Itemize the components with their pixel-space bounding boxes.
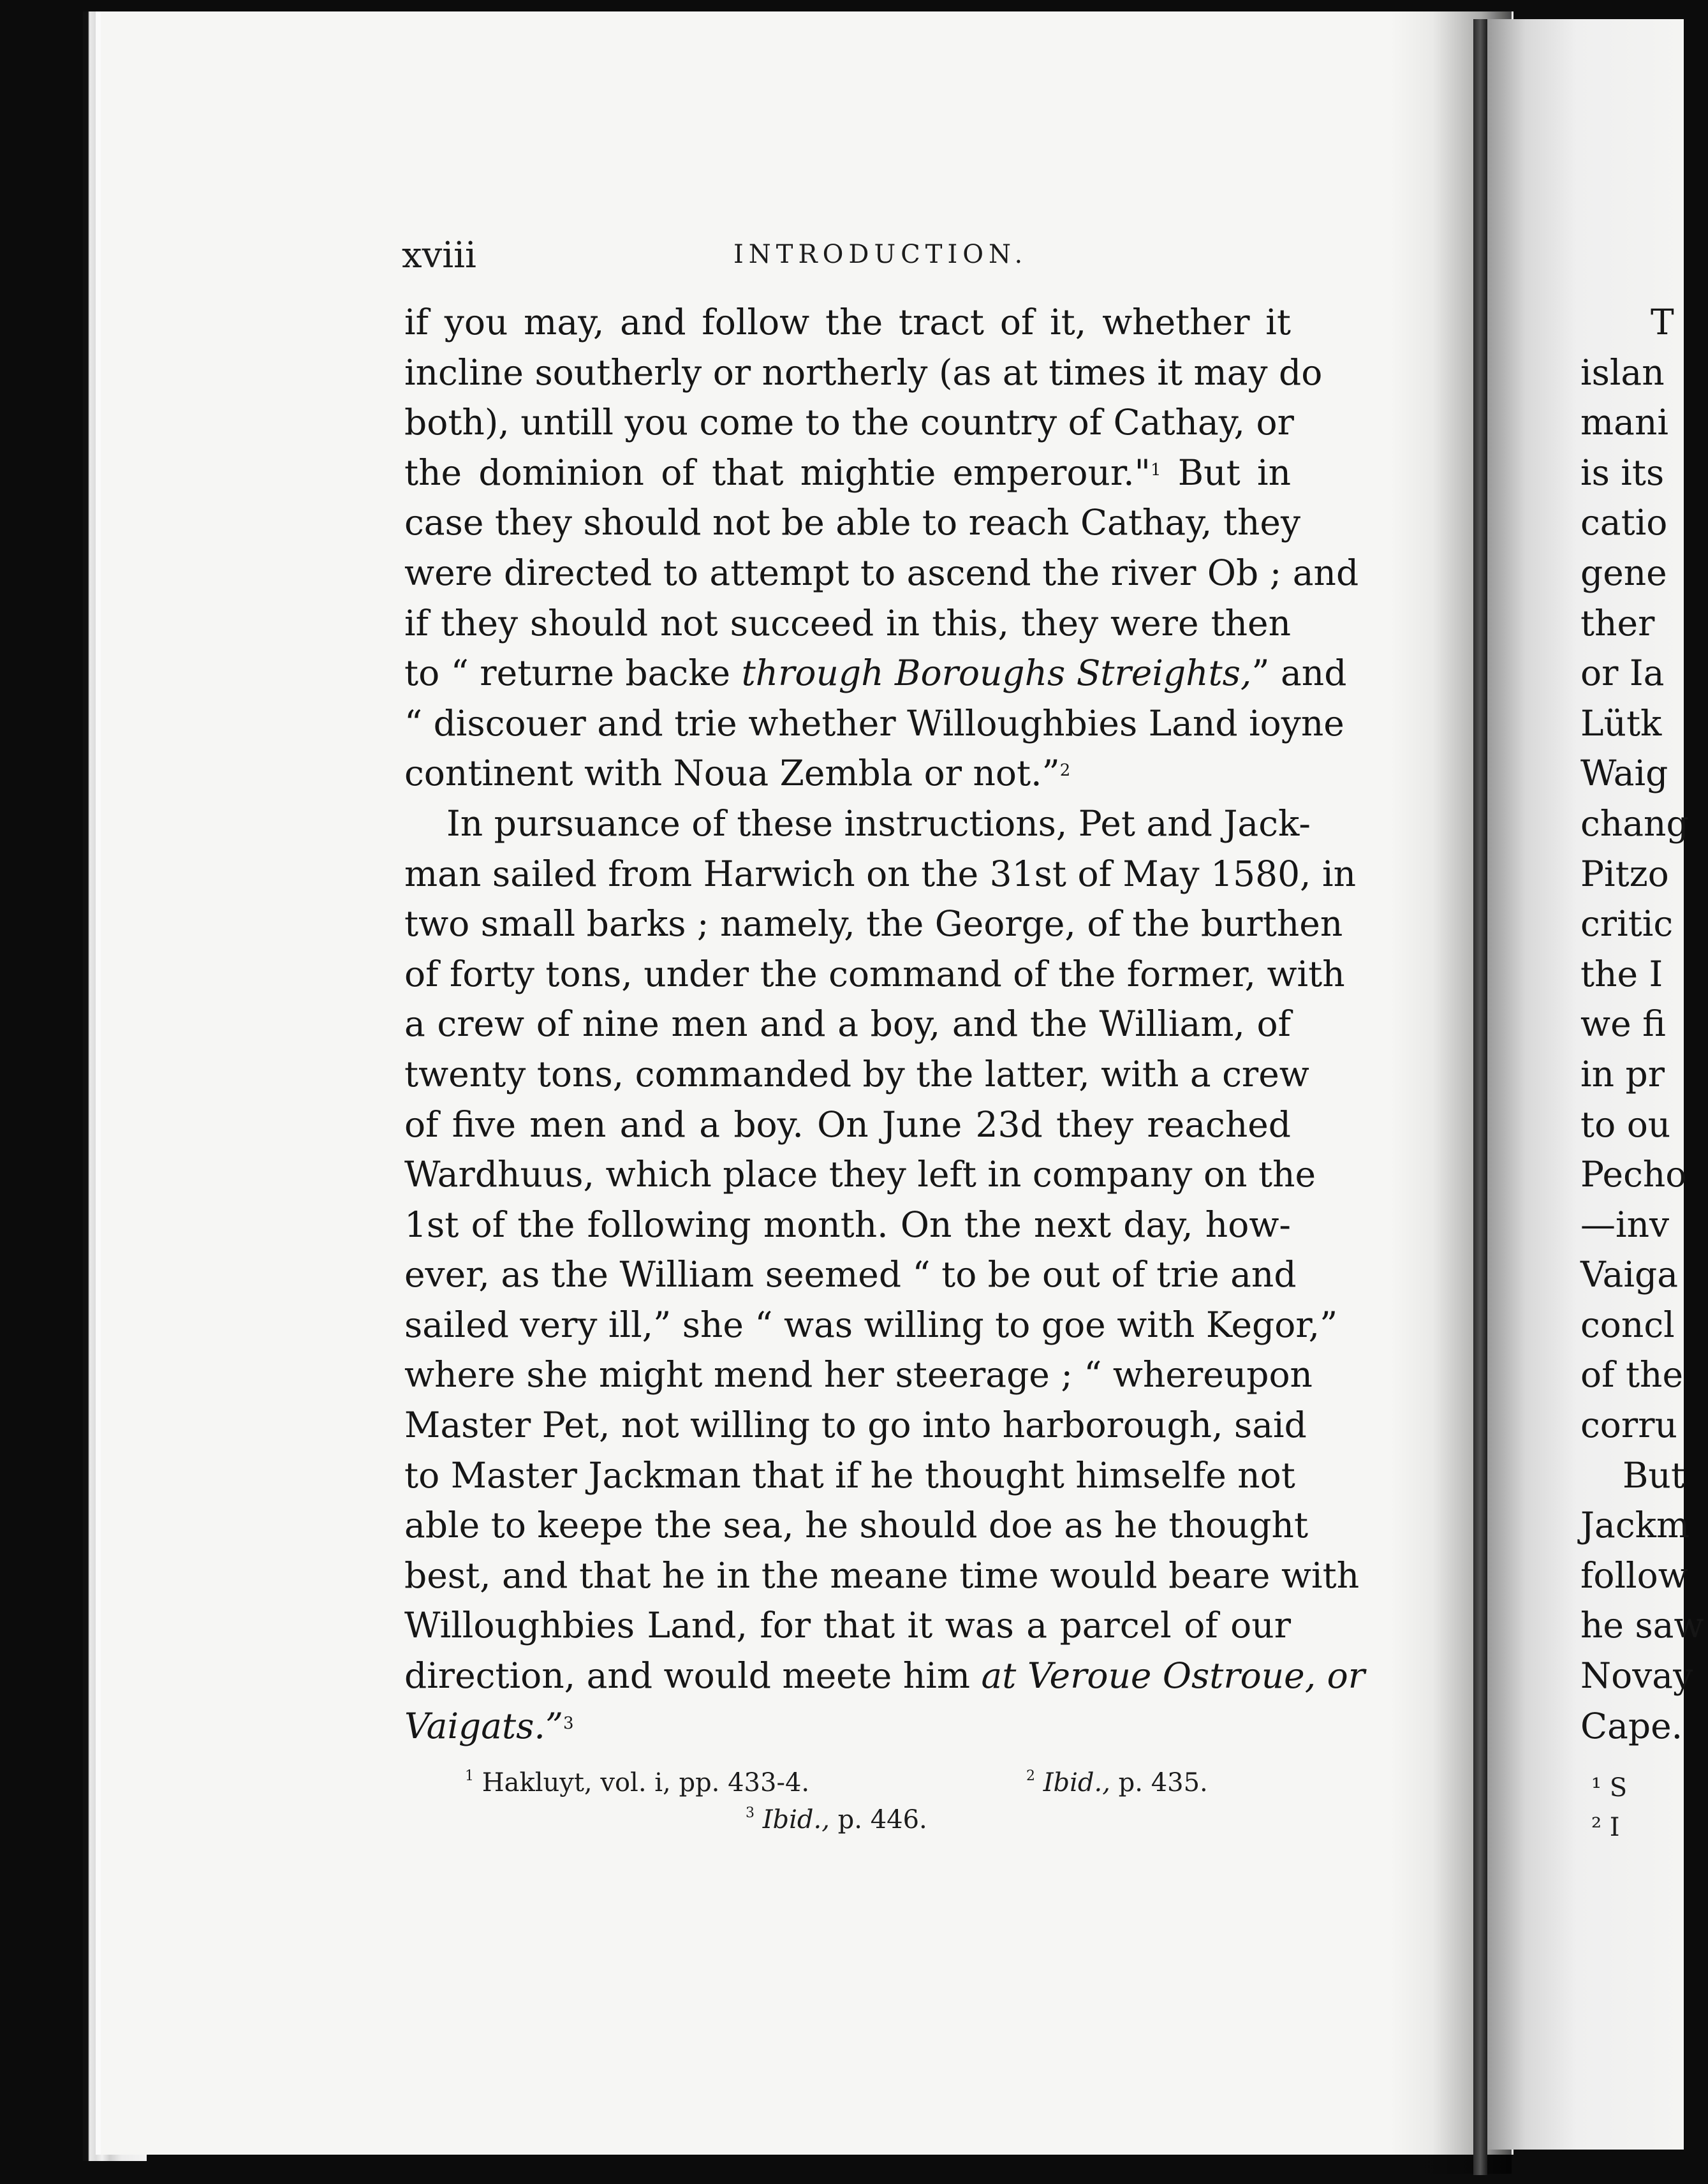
text-line: both), untill you come to the country of Cathay, or [404,402,1294,443]
footnote-3: $^3$ Ibid., p. 446. [746,1805,927,1834]
text-line: of the [1580,1354,1684,1396]
text-line: concl [1580,1304,1675,1345]
page-number: xviii [402,235,476,276]
text-line: case they should not be able to reach Cathay, they [404,502,1301,543]
text-line: two small barks ; namely, the George, of the burthen [404,903,1343,945]
text-line: Vaigats.”$^3$ [404,1705,574,1746]
text-line: were directed to attempt to ascend the river Ob ; and [404,552,1359,593]
text-line: Vaiga [1580,1254,1679,1295]
text-line: gene [1580,552,1667,593]
right-page-footnotes [1591,1768,1627,1847]
text-line: best, and that he in the meane time would beare with [404,1554,1360,1596]
text-line: if you may, and follow the tract of it, whether it [404,302,1291,343]
footnote: ² I [1591,1813,1620,1842]
text-line: chang [1580,802,1689,844]
footnote-2: $^2$ Ibid., p. 435. [1026,1768,1208,1797]
text-line: continent with Noua Zembla or not.”$^2$ [404,753,1071,794]
text-line: he saw [1580,1605,1704,1646]
text-line: a crew of nine men and a boy, and the William, of [404,1003,1291,1045]
text-line: we fi [1580,1003,1666,1045]
text-line: critic [1580,903,1674,945]
text-line: Willoughbies Land, for that it was a parcel of our [404,1605,1291,1646]
text-line: mani [1580,402,1668,443]
footnote-1: $^1$ Hakluyt, vol. i, pp. 433-4. [465,1768,810,1797]
text-line: twenty tons, commanded by the latter, with a crew [404,1053,1309,1095]
right-page-text [1580,297,1708,1751]
text-line: In pursuance of these instructions, Pet and Jack- [446,802,1311,844]
footnote: ¹ S [1591,1773,1628,1803]
text-line: Jackm [1580,1505,1690,1546]
body-text [404,297,1366,1751]
text-line: ther [1580,602,1655,644]
text-line: follow [1580,1554,1688,1596]
text-line: catio [1580,502,1668,543]
text-line: to ou [1580,1103,1671,1145]
text-line: man sailed from Harwich on the 31st of May 1580, in [404,853,1357,894]
text-line: the dominion of that mightie emperour."$^1$ But in [404,452,1292,493]
footnote-ref: 1 [1150,460,1161,480]
text-line: But [1623,1454,1685,1496]
text-line: the I [1580,953,1663,994]
text-line: of forty tons, under the command of the former, with [404,953,1345,994]
text-line: able to keepe the sea, he should doe as he thought [404,1505,1309,1546]
text-line: Cape. [1580,1705,1683,1746]
text-line: direction, and would meete him at Veroue Ostroue, or [404,1655,1366,1697]
text-line: where she might mend her steerage ; “ whereupon [404,1354,1313,1396]
text-line: to “ returne backe through Boroughs Streights,” and [404,653,1347,694]
book-spine [1473,19,1487,2175]
text-line: or Ia [1580,653,1665,694]
text-line: T [1651,302,1674,343]
text-line: Pitzo [1580,853,1669,894]
text-line: to Master Jackman that if he thought himselfe not [404,1454,1295,1496]
text-line: corru [1580,1405,1677,1446]
footnote-ref: 3 [563,1713,574,1733]
text-line: sailed very ill,” she “ was willing to goe with Kegor,” [404,1304,1338,1345]
text-line: —inv [1580,1204,1670,1245]
text-line: Novay [1580,1655,1693,1697]
text-line: incline southerly or northerly (as at times it may do [404,351,1323,393]
running-head: INTRODUCTION. [733,240,1028,269]
text-line: Wardhuus, which place they left in company on the [404,1154,1316,1195]
text-line: Waig [1580,753,1668,794]
footnote-ref: 2 [1059,761,1071,781]
text-line: in pr [1580,1053,1665,1095]
text-line: is its [1580,452,1665,493]
text-line: if they should not succeed in this, they were then [404,602,1291,644]
text-line: Master Pet, not willing to go into harborough, said [404,1405,1307,1446]
text-line: “ discouer and trie whether Willoughbies Land ioyne [404,702,1344,744]
text-line: Pecho [1580,1154,1687,1195]
text-line: 1st of the following month. On the next day, how- [404,1204,1291,1245]
text-line: of five men and a boy. On June 23d they reached [404,1103,1291,1145]
text-line: ever, as the William seemed “ to be out of trie and [404,1254,1297,1295]
text-line: islan [1580,351,1665,393]
page-header [402,235,1703,286]
text-line: Lütk [1580,702,1662,744]
